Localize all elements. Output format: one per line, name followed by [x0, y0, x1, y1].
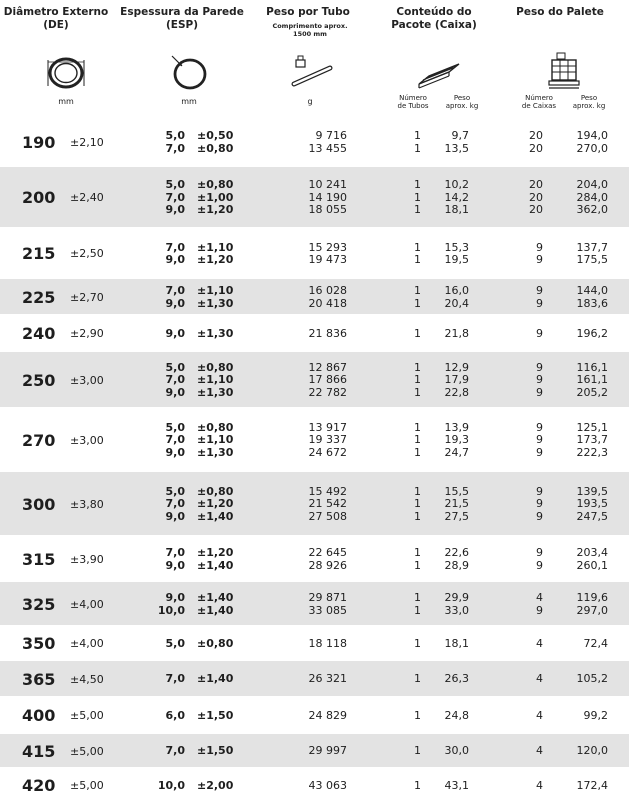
table-row — [0, 582, 629, 627]
wall-thickness-value: 9,0 — [165, 326, 185, 340]
boxes-per-pallet: 4 — [536, 708, 543, 722]
wall-thickness-value: 9,0 — [165, 385, 185, 399]
pallet-weight: 193,5 — [576, 497, 608, 511]
boxes-per-pallet: 9 — [536, 296, 543, 310]
diameter-value: 240 — [22, 324, 56, 343]
wall-thickness-value: 7,0 — [165, 672, 185, 686]
wall-thickness-tolerance: ±1,10 — [197, 284, 234, 297]
wall-thickness-tolerance: ±1,40 — [197, 509, 234, 523]
tubes-per-package: 1 — [414, 778, 421, 792]
diameter-tolerance: ±5,00 — [70, 744, 104, 758]
tube-weight: 12 867 — [308, 360, 347, 374]
boxes-per-pallet: 4 — [536, 778, 543, 792]
wall-thickness-tolerance: ±2,00 — [197, 778, 234, 792]
package-weight: 27,5 — [444, 509, 469, 523]
pallet-weight: 362,0 — [576, 203, 608, 217]
table-row — [0, 409, 629, 472]
wall-thickness-tolerance: ±0,80 — [197, 420, 234, 434]
package-weight: 9,7 — [451, 129, 469, 142]
wall-thickness-tolerance: ±1,40 — [197, 672, 234, 686]
tubes-per-package: 1 — [414, 497, 421, 511]
wall-thickness-value: 7,0 — [165, 373, 185, 387]
package-weight: 30,0 — [444, 744, 469, 758]
tube-weight: 29 997 — [308, 744, 347, 758]
diameter-value: 315 — [22, 549, 56, 569]
tube-bundle-icon — [415, 54, 461, 90]
wall-thickness-value: 7,0 — [165, 546, 185, 559]
tube-weight: 21 542 — [308, 497, 347, 511]
diameter-tolerance: ±3,00 — [70, 373, 104, 387]
tube-weight: 13 455 — [308, 141, 347, 155]
header-peso-unit: g — [307, 97, 313, 106]
boxes-per-pallet: 20 — [529, 190, 543, 204]
table-row — [0, 167, 629, 229]
header-palete-title: Peso do Palete — [516, 6, 604, 18]
tube-weight: 43 063 — [308, 778, 347, 792]
tubes-per-package: 1 — [414, 360, 421, 374]
tubes-per-package: 1 — [414, 420, 421, 434]
wall-thickness-tolerance: ±1,50 — [197, 744, 234, 758]
tube-weight: 20 418 — [308, 296, 347, 310]
wall-thickness-value: 9,0 — [165, 445, 185, 459]
boxes-per-pallet: 9 — [536, 253, 543, 266]
diameter-value: 420 — [22, 776, 56, 795]
table-row — [0, 734, 629, 769]
diameter-tolerance: ±4,50 — [70, 672, 104, 686]
package-weight: 13,5 — [444, 141, 469, 155]
boxes-per-pallet: 9 — [536, 546, 543, 559]
package-weight: 16,0 — [444, 284, 469, 297]
boxes-per-pallet: 4 — [536, 636, 543, 650]
tubes-per-package: 1 — [414, 433, 421, 447]
wall-thickness-tolerance: ±1,20 — [197, 497, 234, 511]
tube-weight: 14 190 — [308, 190, 347, 204]
pallet-weight: 161,1 — [576, 373, 608, 387]
tube-weight: 28 926 — [308, 558, 347, 572]
table-row — [0, 229, 629, 279]
pallet-weight: 99,2 — [583, 708, 608, 722]
diameter-value: 250 — [22, 370, 56, 390]
package-weight: 18,1 — [444, 203, 469, 217]
package-weight: 17,9 — [444, 373, 469, 387]
pipe-ring-icon — [46, 56, 86, 90]
wall-thickness-value: 7,0 — [165, 190, 185, 204]
diameter-value: 215 — [22, 244, 56, 263]
pallet-weight: 196,2 — [576, 326, 608, 340]
header-peso-kg: Peso aprox. kg — [445, 94, 479, 110]
pallet-weight: 183,6 — [576, 296, 608, 310]
boxes-per-pallet: 9 — [536, 509, 543, 523]
wall-thickness-tolerance: ±0,80 — [197, 141, 234, 155]
diameter-tolerance: ±2,40 — [70, 191, 104, 204]
table-row — [0, 316, 629, 352]
wall-thickness-tolerance: ±1,40 — [197, 603, 234, 617]
diameter-tolerance: ±3,80 — [70, 497, 104, 511]
diameter-value: 325 — [22, 594, 56, 614]
table-body — [0, 118, 629, 803]
tube-weight: 17 866 — [308, 373, 347, 387]
tube-weight: 16 028 — [308, 284, 347, 297]
package-weight: 21,5 — [444, 497, 469, 511]
pallet-weight: 72,4 — [583, 636, 608, 650]
boxes-per-pallet: 9 — [536, 360, 543, 374]
package-weight: 28,9 — [444, 558, 469, 572]
pallet-weight: 116,1 — [576, 360, 608, 374]
wall-thickness-tolerance: ±0,80 — [197, 178, 234, 192]
tubes-per-package: 1 — [414, 373, 421, 387]
diameter-tolerance: ±5,00 — [70, 779, 104, 792]
package-weight: 15,5 — [444, 484, 469, 498]
wall-thickness-tolerance: ±1,10 — [197, 240, 234, 254]
pallet-weight: 175,5 — [576, 253, 608, 266]
header-peso-palete-kg: Peso aprox. kg — [572, 94, 606, 110]
boxes-per-pallet: 9 — [536, 445, 543, 459]
wall-thickness-value: 7,0 — [165, 433, 185, 447]
wall-thickness-value: 7,0 — [165, 284, 185, 297]
header-de-title: Diâmetro Externo (DE) — [3, 6, 109, 31]
tubes-per-package: 1 — [414, 636, 421, 650]
table-header — [0, 0, 629, 114]
tubes-per-package: 1 — [414, 141, 421, 155]
diameter-value: 200 — [22, 188, 56, 207]
package-weight: 19,3 — [444, 433, 469, 447]
header-peso-title: Peso por Tubo — [266, 6, 350, 18]
wall-thickness-value: 9,0 — [165, 591, 185, 604]
tubes-per-package: 1 — [414, 672, 421, 686]
wall-thickness-tolerance: ±1,30 — [197, 445, 234, 459]
tube-weight: 22 782 — [308, 385, 347, 399]
pallet-weight: 144,0 — [576, 284, 608, 297]
tubes-per-package: 1 — [414, 546, 421, 559]
wall-thickness-value: 5,0 — [165, 178, 185, 192]
boxes-per-pallet: 9 — [536, 284, 543, 297]
package-weight: 33,0 — [444, 603, 469, 617]
diameter-tolerance: ±4,00 — [70, 637, 104, 650]
pallet-weight: 204,0 — [576, 178, 608, 192]
package-weight: 22,6 — [444, 546, 469, 559]
package-weight: 19,5 — [444, 253, 469, 266]
pallet-weight: 203,4 — [576, 546, 608, 559]
diameter-value: 350 — [22, 634, 56, 653]
pallet-weight: 137,7 — [576, 240, 608, 254]
wall-thickness-value: 7,0 — [165, 141, 185, 155]
tube-weight: 13 917 — [308, 420, 347, 434]
wall-thickness-value: 9,0 — [165, 253, 185, 266]
tube-weight: 9 716 — [315, 129, 347, 142]
pallet-weight: 119,6 — [576, 591, 608, 604]
pallet-weight: 247,5 — [576, 509, 608, 523]
diameter-value: 300 — [22, 494, 56, 514]
pallet-weight: 173,7 — [576, 433, 608, 447]
wall-thickness-tolerance: ±1,30 — [197, 326, 234, 340]
diameter-value: 400 — [22, 706, 56, 725]
tube-weight: 22 645 — [308, 546, 347, 559]
tubes-per-package: 1 — [414, 178, 421, 192]
boxes-per-pallet: 9 — [536, 433, 543, 447]
package-weight: 29,9 — [444, 591, 469, 604]
package-weight: 10,2 — [444, 178, 469, 192]
diameter-value: 365 — [22, 669, 56, 689]
tubes-per-package: 1 — [414, 445, 421, 459]
table-row — [0, 537, 629, 582]
tube-weight: 10 241 — [308, 178, 347, 192]
boxes-per-pallet: 9 — [536, 385, 543, 399]
tube-weight: 29 871 — [308, 591, 347, 604]
diameter-tolerance: ±4,00 — [70, 597, 104, 611]
wall-thickness-value: 5,0 — [165, 360, 185, 374]
package-weight: 24,8 — [444, 708, 469, 722]
package-weight: 22,8 — [444, 385, 469, 399]
wall-thickness-tolerance: ±1,00 — [197, 190, 234, 204]
wall-thickness-value: 5,0 — [165, 129, 185, 142]
wall-thickness-tolerance: ±1,10 — [197, 433, 234, 447]
wall-thickness-tolerance: ±1,10 — [197, 373, 234, 387]
diameter-value: 225 — [22, 287, 56, 307]
table-row — [0, 279, 629, 316]
diameter-tolerance: ±2,70 — [70, 290, 104, 304]
header-esp-unit: mm — [181, 97, 197, 106]
diameter-value: 190 — [22, 132, 56, 152]
diameter-tolerance: ±2,10 — [70, 135, 104, 149]
wall-thickness-tolerance: ±1,30 — [197, 296, 234, 310]
tubes-per-package: 1 — [414, 385, 421, 399]
header-peso-sub: Comprimento aprox. 1500 mm — [272, 22, 348, 38]
wall-thickness-tolerance: ±1,20 — [197, 253, 234, 266]
wall-thickness-value: 9,0 — [165, 203, 185, 217]
tubes-per-package: 1 — [414, 253, 421, 266]
wall-thickness-tolerance: ±1,20 — [197, 203, 234, 217]
wall-thickness-value: 5,0 — [165, 420, 185, 434]
pallet-weight: 205,2 — [576, 385, 608, 399]
package-weight: 14,2 — [444, 190, 469, 204]
boxes-per-pallet: 20 — [529, 141, 543, 155]
package-weight: 26,3 — [444, 672, 469, 686]
tubes-per-package: 1 — [414, 129, 421, 142]
package-weight: 21,8 — [444, 326, 469, 340]
wall-thickness-value: 10,0 — [157, 603, 185, 617]
table-row — [0, 472, 629, 537]
tube-weight: 15 293 — [308, 240, 347, 254]
wall-thickness-tolerance: ±1,50 — [197, 708, 234, 722]
tubes-per-package: 1 — [414, 509, 421, 523]
boxes-per-pallet: 9 — [536, 497, 543, 511]
table-row — [0, 118, 629, 167]
tubes-per-package: 1 — [414, 326, 421, 340]
wall-thickness-tolerance: ±1,40 — [197, 591, 234, 604]
wall-thickness-tolerance: ±0,80 — [197, 636, 234, 650]
pallet-weight: 194,0 — [576, 129, 608, 142]
package-weight: 20,4 — [444, 296, 469, 310]
tube-weight: 19 473 — [308, 253, 347, 266]
boxes-per-pallet: 9 — [536, 558, 543, 572]
tubes-per-package: 1 — [414, 240, 421, 254]
wall-thickness-value: 5,0 — [165, 484, 185, 498]
tubes-per-package: 1 — [414, 603, 421, 617]
tubes-per-package: 1 — [414, 190, 421, 204]
wall-thickness-tolerance: ±1,30 — [197, 385, 234, 399]
boxes-per-pallet: 20 — [529, 129, 543, 142]
tubes-per-package: 1 — [414, 203, 421, 217]
pallet-weight: 284,0 — [576, 190, 608, 204]
boxes-per-pallet: 9 — [536, 484, 543, 498]
table-row — [0, 661, 629, 698]
header-num-tubos: Número de Tubos — [397, 94, 429, 110]
diameter-value: 270 — [22, 430, 56, 450]
tubes-per-package: 1 — [414, 484, 421, 498]
tube-weight: 27 508 — [308, 509, 347, 523]
tube-weight: 18 118 — [308, 636, 347, 650]
tubes-per-package: 1 — [414, 558, 421, 572]
wall-thickness-value: 5,0 — [165, 636, 185, 650]
tubes-per-package: 1 — [414, 591, 421, 604]
package-weight: 43,1 — [444, 778, 469, 792]
pallet-weight: 105,2 — [576, 672, 608, 686]
wall-thickness-tolerance: ±0,80 — [197, 484, 234, 498]
diameter-value: 415 — [22, 741, 56, 761]
wall-thickness-value: 7,0 — [165, 240, 185, 254]
wall-thickness-tolerance: ±0,50 — [197, 129, 234, 142]
table-row — [0, 352, 629, 409]
wall-thickness-value: 7,0 — [165, 744, 185, 758]
pallet-icon — [544, 50, 584, 90]
header-esp-title: Espessura da Parede (ESP) — [120, 6, 244, 31]
tube-weight: 26 321 — [308, 672, 347, 686]
boxes-per-pallet: 4 — [536, 744, 543, 758]
tubes-per-package: 1 — [414, 296, 421, 310]
wall-thickness-value: 6,0 — [165, 708, 185, 722]
wall-thickness-value: 9,0 — [165, 509, 185, 523]
diameter-tolerance: ±3,90 — [70, 552, 104, 566]
boxes-per-pallet: 20 — [529, 178, 543, 192]
table-row — [0, 698, 629, 734]
tube-weight: 33 085 — [308, 603, 347, 617]
package-weight: 24,7 — [444, 445, 469, 459]
table-row — [0, 627, 629, 661]
weight-tube-icon — [290, 54, 336, 90]
tubes-per-package: 1 — [414, 744, 421, 758]
header-pacote-title: Conteúdo do Pacote (Caixa) — [391, 6, 477, 31]
wall-thickness-value: 7,0 — [165, 497, 185, 511]
package-weight: 12,9 — [444, 360, 469, 374]
boxes-per-pallet: 9 — [536, 420, 543, 434]
boxes-per-pallet: 9 — [536, 326, 543, 340]
tube-weight: 15 492 — [308, 484, 347, 498]
tube-weight: 19 337 — [308, 433, 347, 447]
tube-weight: 18 055 — [308, 203, 347, 217]
pallet-weight: 125,1 — [576, 420, 608, 434]
header-de-unit: mm — [58, 97, 74, 106]
wall-thickness-tolerance: ±1,40 — [197, 558, 234, 572]
pallet-weight: 297,0 — [576, 603, 608, 617]
wall-thickness-value: 10,0 — [157, 778, 185, 792]
wall-thickness-tolerance: ±1,20 — [197, 546, 234, 559]
boxes-per-pallet: 20 — [529, 203, 543, 217]
package-weight: 13,9 — [444, 420, 469, 434]
tube-weight: 24 829 — [308, 708, 347, 722]
wall-thickness-tolerance: ±0,80 — [197, 360, 234, 374]
tube-weight: 21 836 — [308, 326, 347, 340]
boxes-per-pallet: 9 — [536, 240, 543, 254]
diameter-tolerance: ±3,00 — [70, 433, 104, 447]
wall-thickness-value: 9,0 — [165, 558, 185, 572]
tube-weight: 24 672 — [308, 445, 347, 459]
pallet-weight: 120,0 — [576, 744, 608, 758]
boxes-per-pallet: 9 — [536, 603, 543, 617]
header-num-caixas: Número de Caixas — [521, 94, 557, 110]
package-weight: 15,3 — [444, 240, 469, 254]
wall-thickness-icon — [168, 54, 210, 90]
pallet-weight: 172,4 — [576, 778, 608, 792]
pallet-weight: 222,3 — [576, 445, 608, 459]
diameter-tolerance: ±2,50 — [70, 247, 104, 260]
package-weight: 18,1 — [444, 636, 469, 650]
boxes-per-pallet: 4 — [536, 591, 543, 604]
diameter-tolerance: ±5,00 — [70, 709, 104, 722]
boxes-per-pallet: 9 — [536, 373, 543, 387]
table-row — [0, 769, 629, 803]
pallet-weight: 260,1 — [576, 558, 608, 572]
pallet-weight: 270,0 — [576, 141, 608, 155]
wall-thickness-value: 9,0 — [165, 296, 185, 310]
pallet-weight: 139,5 — [576, 484, 608, 498]
tubes-per-package: 1 — [414, 284, 421, 297]
tubes-per-package: 1 — [414, 708, 421, 722]
diameter-tolerance: ±2,90 — [70, 327, 104, 340]
boxes-per-pallet: 4 — [536, 672, 543, 686]
